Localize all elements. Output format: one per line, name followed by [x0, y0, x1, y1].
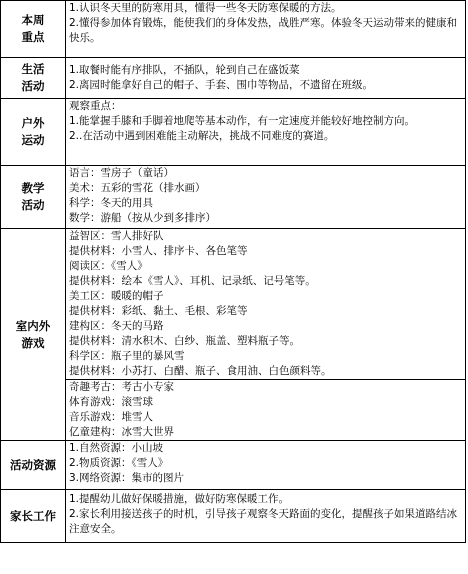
content-line: 亿童建构：冰雪大世界: [69, 426, 174, 438]
content-cell: [66, 166, 466, 229]
content-line: 奇趣考古：考古小专家: [69, 381, 174, 393]
content-line: 科学区：瓶子里的暴风雪: [69, 350, 185, 362]
content-line: 美术：五彩的雪花（排水画）: [69, 182, 206, 194]
category-label: 家长工作: [10, 508, 56, 523]
content-line: 提供材料：小雪人、排序卡、各色笔等: [69, 245, 248, 257]
category-cell: [1, 1, 66, 58]
category-label: 生活 活动: [21, 62, 45, 93]
content-line: 提供材料：彩纸、黏土、毛根、彩笔等: [69, 305, 248, 317]
content-line: 观察重点：: [69, 100, 122, 112]
content-line: 语言：雪房子（童话）: [69, 167, 174, 179]
content-line: 美工区：暖暖的帽子: [69, 290, 164, 302]
category-label: 活动资源: [10, 457, 56, 472]
content-line: 提供材料：小苏打、白醋、瓶子、食用油、白色颜料等。: [69, 365, 332, 377]
content-line: 数学：游船（按从少到多排序）: [69, 212, 216, 224]
content-line: 2.离园时能拿好自己的帽子、手套、围巾等物品，不遗留在班级。: [69, 79, 374, 91]
category-cell: [1, 490, 66, 543]
category-cell: [1, 58, 66, 99]
content-line: 2.懂得参加体育锻炼，能使我们的身体发热，战胜严寒。体验冬天运动带来的健康和快乐。: [69, 17, 458, 44]
content-line: 提供材料：清水积木、白纱、瓶盖、塑料瓶子等。: [69, 335, 300, 347]
row-teaching-activities: [1, 166, 466, 229]
category-label: 教学 活动: [21, 181, 45, 212]
category-cell: [1, 229, 66, 441]
row-outdoor-exercise: [1, 99, 466, 166]
content-line: 益智区：雪人排好队: [69, 230, 164, 242]
content-line: 1.提醒幼儿做好保暖措施，做好防寒保暖工作。: [69, 493, 290, 505]
category-cell: [1, 441, 66, 490]
row-indoor-outdoor-games-areas: [1, 229, 466, 380]
content-line: 2.家长利用接送孩子的时机，引导孩子观察冬天路面的变化，提醒孩子如果道路结冰注意安全。: [69, 508, 458, 535]
content-line: 提供材料：绘本《雪人》、耳机、记录纸、记号笔等。: [69, 275, 316, 287]
content-line: 3.网络资源：集市的图片: [69, 472, 185, 484]
content-line: 体育游戏：滚雪球: [69, 396, 153, 408]
row-weekly-focus: [1, 1, 466, 58]
content-line: 1.自然资源：小山坡: [69, 442, 164, 454]
category-label: 户外 运动: [21, 116, 45, 147]
row-daily-life: [1, 58, 466, 99]
content-line: 建构区：冬天的马路: [69, 320, 164, 332]
content-line: 1.认识冬天里的防寒用具，懂得一些冬天防寒保暖的方法。: [69, 2, 342, 14]
content-cell: [66, 380, 466, 441]
row-indoor-outdoor-games-activities: [1, 380, 466, 441]
content-cell: [66, 490, 466, 543]
category-cell: [1, 99, 66, 166]
content-line: 1.能掌握手膝和手脚着地爬等基本动作，有一定速度并能较好地控制方向。: [69, 115, 416, 127]
content-line: 科学：冬天的用具: [69, 197, 153, 209]
content-cell: [66, 229, 466, 380]
category-label: 室内外 游戏: [15, 318, 51, 350]
category-cell: [1, 166, 66, 229]
content-line: 2.物质资源：《雪人》: [69, 457, 169, 469]
content-cell: [66, 58, 466, 99]
content-cell: [66, 441, 466, 490]
content-cell: [66, 1, 466, 58]
row-parent-work: [1, 490, 466, 543]
content-line: 2..在活动中遇到困难能主动解决，挑战不同难度的赛道。: [69, 130, 335, 142]
content-cell: [66, 99, 466, 166]
content-line: 音乐游戏：堆雪人: [69, 411, 153, 423]
row-activity-resources: [1, 441, 466, 490]
content-line: 1.取餐时能有序排队，不插队，轮到自己在盛饭菜: [69, 64, 300, 76]
content-line: 阅读区：《雪人》: [69, 260, 148, 272]
category-label: 本周 重点: [21, 13, 45, 44]
